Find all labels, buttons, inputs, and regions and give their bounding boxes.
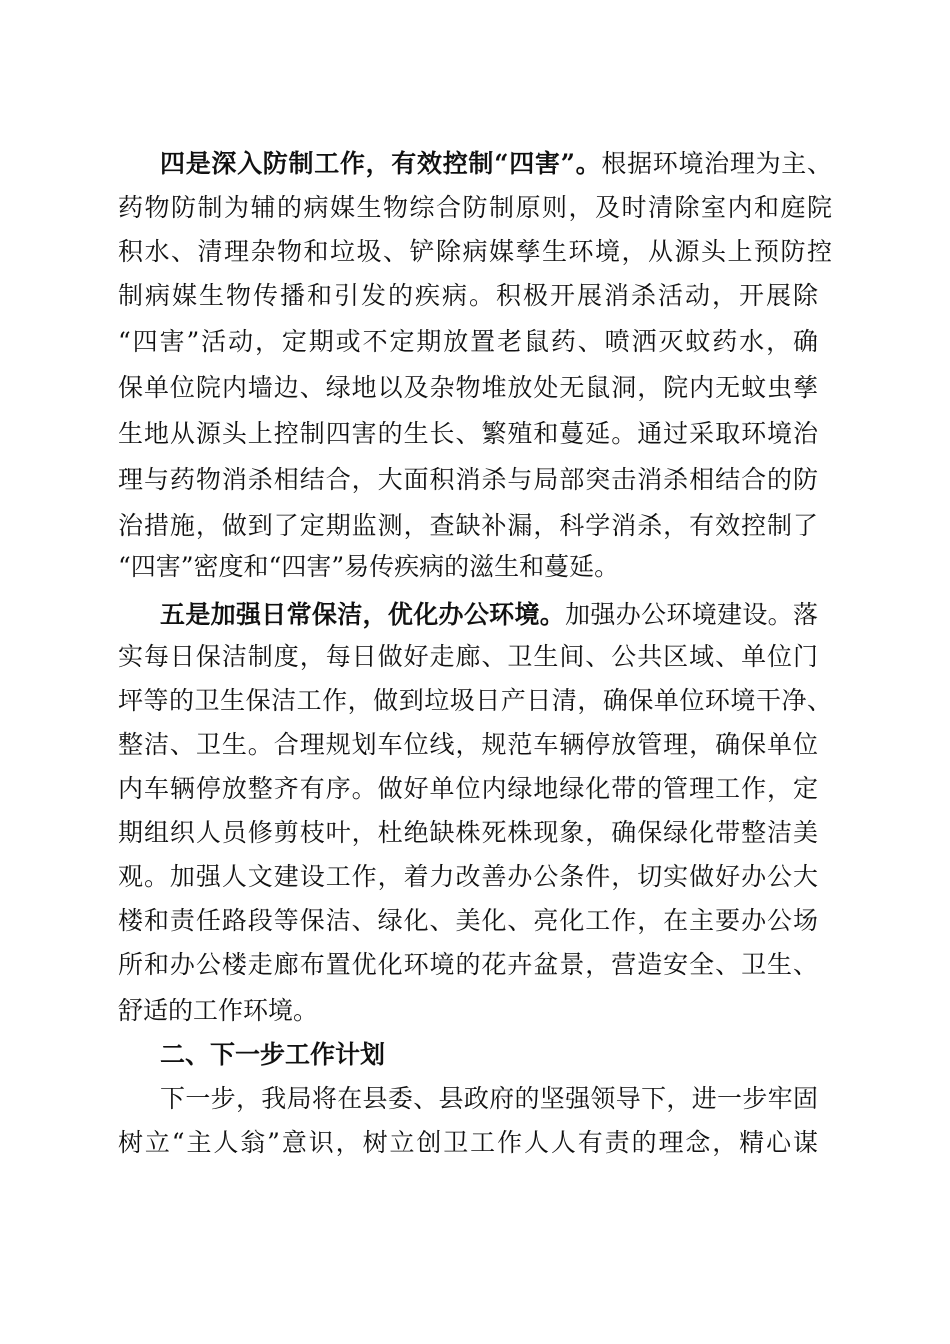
paragraph-line: 制病媒生物传播和引发的疾病。积极开展消杀活动，开展除 xyxy=(118,281,818,310)
paragraph-line xyxy=(160,142,832,186)
paragraph-text: 加强办公环境建设。落 xyxy=(565,600,818,629)
paragraph-line: 整洁、卫生。合理规划车位线，规范车辆停放管理，确保单位 xyxy=(118,730,818,759)
paragraph-line: 内车辆停放整齐有序。做好单位内绿地绿化带的管理工作，定 xyxy=(118,774,818,803)
paragraph-line: 治措施，做到了定期监测，查缺补漏，科学消杀，有效控制了 xyxy=(118,511,818,540)
paragraph-line: 坪等的卫生保洁工作，做到垃圾日产日清，确保单位环境干净、 xyxy=(118,686,832,715)
paragraph-lead: 五是加强日常保洁，优化办公环境。 xyxy=(160,600,566,629)
paragraph-line: 理与药物消杀相结合，大面积消杀与局部突击消杀相结合的防 xyxy=(118,465,818,494)
paragraph-line: 下一步，我局将在县委、县政府的坚强领导下，进一步牢固 xyxy=(160,1084,818,1113)
paragraph-line: 所和办公楼走廊布置优化环境的花卉盆景，营造安全、卫生、 xyxy=(118,950,818,979)
paragraph-line xyxy=(160,593,818,637)
paragraph-line: 观。加强人文建设工作，着力改善办公条件，切实做好办公大 xyxy=(118,862,818,891)
paragraph-line: 生地从源头上控制四害的生长、繁殖和蔓延。通过采取环境治 xyxy=(118,419,818,448)
paragraph-text: 根据环境治理为主、 xyxy=(601,149,832,178)
section-heading: 二、下一步工作计划 xyxy=(160,1040,386,1069)
paragraph-line: “四害”活动，定期或不定期放置老鼠药、喷洒灭蚊药水，确 xyxy=(118,327,818,356)
paragraph-line: 期组织人员修剪枝叶，杜绝缺株死株现象，确保绿化带整洁美 xyxy=(118,818,818,847)
paragraph-line: 药物防制为辅的病媒生物综合防制原则，及时清除室内和庭院 xyxy=(118,193,832,222)
paragraph-lead: 四是深入防制工作，有效控制“四害”。 xyxy=(160,149,602,178)
paragraph-line: 楼和责任路段等保洁、绿化、美化、亮化工作，在主要办公场 xyxy=(118,906,818,935)
paragraph-line: 舒适的工作环境。 xyxy=(118,996,319,1025)
paragraph-line: 积水、清理杂物和垃圾、铲除病媒孳生环境，从源头上预防控 xyxy=(118,237,832,266)
paragraph-line: “四害”密度和“四害”易传疾病的滋生和蔓延。 xyxy=(118,552,620,581)
paragraph-line: 树立“主人翁”意识，树立创卫工作人人有责的理念，精心谋 xyxy=(118,1128,818,1157)
paragraph-line: 实每日保洁制度，每日做好走廊、卫生间、公共区域、单位门 xyxy=(118,642,818,671)
paragraph-line: 保单位院内墙边、绿地以及杂物堆放处无鼠洞，院内无蚊虫孳 xyxy=(118,373,818,402)
